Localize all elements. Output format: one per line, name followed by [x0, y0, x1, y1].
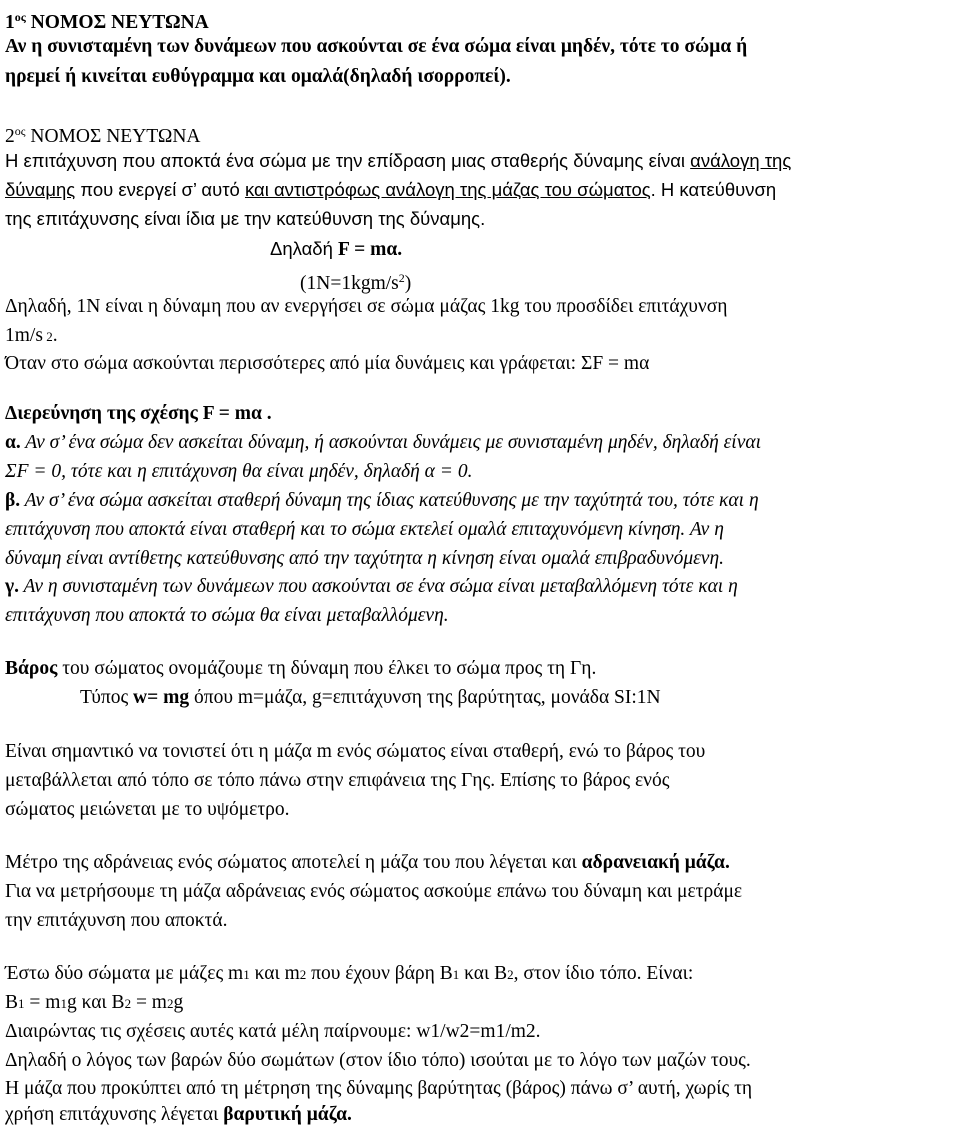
law1-text-line2: ηρεμεί ή κινείται ευθύγραμμα και ομαλά(δηλαδή ισορροπεί).: [5, 66, 511, 87]
grav-l2-sub3: 2: [124, 996, 132, 1011]
grav-l2-sub2: 1: [60, 996, 67, 1011]
law2-l1-underlined: ανάλογη της: [690, 150, 792, 171]
law2-formula-line: [270, 234, 402, 265]
grav-l1-b: και m: [249, 963, 300, 984]
inertial-dot: .: [724, 852, 730, 873]
law2-title: ΝΟΜΟΣ ΝΕΥΤΩΝΑ: [25, 126, 201, 147]
law2-ordinal: ος: [14, 124, 26, 138]
law2-l2-text-a: που ενεργεί σ’ αυτό: [75, 179, 245, 200]
discussion-heading: Διερεύνηση της σχέσης F = mα .: [5, 403, 272, 424]
grav-l2-sub4: 2: [166, 996, 174, 1011]
grav-l1-d: και B: [459, 963, 508, 984]
law2-l1-text: Η επιτάχυνση που αποκτά ένα σώμα με την επίδραση μιας σταθερής δύναμης είναι: [5, 150, 691, 171]
unit-exponent: 2: [398, 271, 405, 285]
weight-definition: [5, 654, 596, 684]
inertial-text: Μέτρο της αδράνειας ενός σώματος αποτελεί η μάζα του που λέγεται και: [5, 852, 582, 873]
unit-ms-dot: .: [52, 325, 58, 346]
unit-ms-exp: 2: [42, 329, 53, 344]
case-c-line1: [5, 572, 738, 602]
law1-title: ΝΟΜΟΣ ΝΕΥΤΩΝΑ: [25, 12, 209, 33]
case-b-text: Αν σ’ ένα σώμα ασκείται σταθερή δύναμη της ίδιας κατεύθυνσης με την ταχύτητά του, τότε και η: [20, 490, 759, 511]
case-b-line2: επιτάχυνση που αποκτά είναι σταθερή και το σώμα εκτελεί ομαλά επιταχυνόμενη κίνηση. Αν η: [5, 519, 724, 540]
newton-explanation-line2: [5, 321, 58, 352]
weight-formula: w= mg: [133, 687, 190, 708]
inertial-mass-line2: Για να μετρήσουμε τη μάζα αδράνειας ενός σώματος ασκούμε επάνω του δύναμη και μετράμε: [5, 881, 743, 902]
weight-formula-label: Τύπος: [80, 687, 134, 708]
weight-note-line2: μεταβάλλεται από τόπο σε τόπο πάνω στην επιφάνεια της Γης. Επίσης το βάρος ενός: [5, 770, 670, 791]
case-a-line1: [5, 428, 761, 458]
weight-def-text: του σώματος ονομάζουμε τη δύναμη που έλκει το σώμα προς τη Γη.: [57, 658, 597, 679]
case-a-line2: ΣF = 0, τότε και η επιτάχυνση θα είναι μηδέν, δηλαδή α = 0.: [5, 461, 473, 482]
unit-close: ): [404, 273, 412, 294]
grav-line3: Διαιρώντας τις σχέσεις αυτές κατά μέλη παίρνουμε: w1/w2=m1/m2.: [5, 1021, 541, 1042]
newton-explanation-line1: Δηλαδή, 1N είναι η δύναμη που αν ενεργήσει σε σώμα μάζας 1kg του προσδίδει επιτάχυνση: [5, 296, 728, 317]
case-a-text: Αν σ’ ένα σώμα δεν ασκείται δύναμη, ή ασκούνται δυνάμεις με συνισταμένη μηδέν, δηλαδή είναι: [20, 432, 762, 453]
weight-note-line1: Είναι σημαντικό να τονιστεί ότι η μάζα m ενός σώματος είναι σταθερή, ενώ το βάρος του: [5, 741, 706, 762]
grav-line2: [5, 988, 183, 1019]
law1-number: 1: [5, 12, 15, 33]
grav-l1-e: , στον ίδιο τόπο. Είναι:: [513, 963, 694, 984]
grav-l2-e: g: [173, 992, 184, 1013]
gravitational-mass-term: βαρυτική μάζα: [223, 1104, 347, 1125]
sum-forces-line: Όταν στο σώμα ασκούνται περισσότερες από μία δυνάμεις και γράφεται: ΣF = mα: [5, 353, 650, 374]
grav-l1-sub3: 1: [452, 967, 460, 982]
weight-note-line3: σώματος μειώνεται με το υψόμετρο.: [5, 799, 290, 820]
law2-l2-underlined-2: και αντιστρόφως ανάλογη της μάζας του σώματος: [244, 179, 651, 200]
formula-f-ma: F = mα.: [338, 239, 403, 260]
law2-l2-underlined-1: δύναμης: [5, 179, 76, 200]
law2-text-line3: της επιτάχυνσης είναι ίδια με την κατεύθυνση της δύναμης.: [5, 208, 486, 229]
grav-l1-sub4: 2: [507, 967, 514, 982]
grav-l2-a: B: [5, 992, 19, 1013]
law1-ordinal: ος: [14, 10, 26, 24]
case-b-line3: δύναμη είναι αντίθετης κατεύθυνσης από την ταχύτητα η κίνηση είναι ομαλά επιβραδυνόμενη.: [5, 548, 724, 569]
case-c-label: γ.: [5, 576, 19, 597]
grav-l2-sub1: 1: [18, 996, 25, 1011]
law2-number: 2: [5, 126, 15, 147]
weight-formula-explanation: όπου m=μάζα, g=επιτάχυνση της βαρύτητας, μονάδα SI:1N: [189, 687, 661, 708]
grav-l1-a: Έστω δύο σώματα με μάζες m: [5, 963, 244, 984]
case-b-line1: [5, 486, 759, 516]
case-a-label: α.: [5, 432, 21, 453]
weight-formula-line: [80, 683, 661, 713]
grav-line6: [5, 1100, 352, 1130]
grav-l1-c: που έχουν βάρη B: [306, 963, 453, 984]
case-c-line2: επιτάχυνση που αποκτά το σώμα θα είναι μεταβαλλόμενη.: [5, 605, 449, 626]
inertial-mass-term: αδρανειακή μάζα: [581, 852, 725, 873]
grav-l2-c: g και B: [66, 992, 125, 1013]
unit-ms: 1m/s: [5, 325, 43, 346]
case-b-label: β.: [5, 490, 21, 511]
formula-label: Δηλαδή: [270, 238, 339, 259]
grav-line1: [5, 959, 693, 990]
grav-l1-sub1: 1: [243, 967, 250, 982]
inertial-mass-line3: την επιτάχυνση που αποκτά.: [5, 910, 228, 931]
grav-l6-dot: .: [346, 1104, 352, 1125]
grav-line5: Η μάζα που προκύπτει από τη μέτρηση της δύναμης βαρύτητας (βάρος) πάνω σ’ αυτή, χωρίς τη: [5, 1078, 753, 1099]
grav-l2-b: = m: [24, 992, 61, 1013]
law2-text-line1: [5, 146, 791, 176]
grav-line4: Δηλαδή ο λόγος των βαρών δύο σωμάτων (στον ίδιο τόπο) ισούται με το λόγο των μαζών τους.: [5, 1050, 751, 1071]
unit-text: (1N=1kgm/s: [300, 273, 399, 294]
grav-l6-text: χρήση επιτάχυνσης λέγεται: [5, 1104, 224, 1125]
law1-text-line1: Αν η συνισταμένη των δυνάμεων που ασκούνται σε ένα σώμα είναι μηδέν, τότε το σώμα ή: [5, 36, 748, 57]
law2-text-line2: [5, 175, 776, 205]
inertial-mass-line1: [5, 848, 730, 878]
case-c-text: Αν η συνισταμένη των δυνάμεων που ασκούνται σε ένα σώμα είναι μεταβαλλόμενη τότε και η: [19, 576, 738, 597]
law2-l2-text-b: . Η κατεύθυνση: [650, 179, 777, 200]
grav-l2-d: = m: [131, 992, 167, 1013]
weight-term: Βάρος: [5, 658, 58, 679]
grav-l1-sub2: 2: [299, 967, 307, 982]
